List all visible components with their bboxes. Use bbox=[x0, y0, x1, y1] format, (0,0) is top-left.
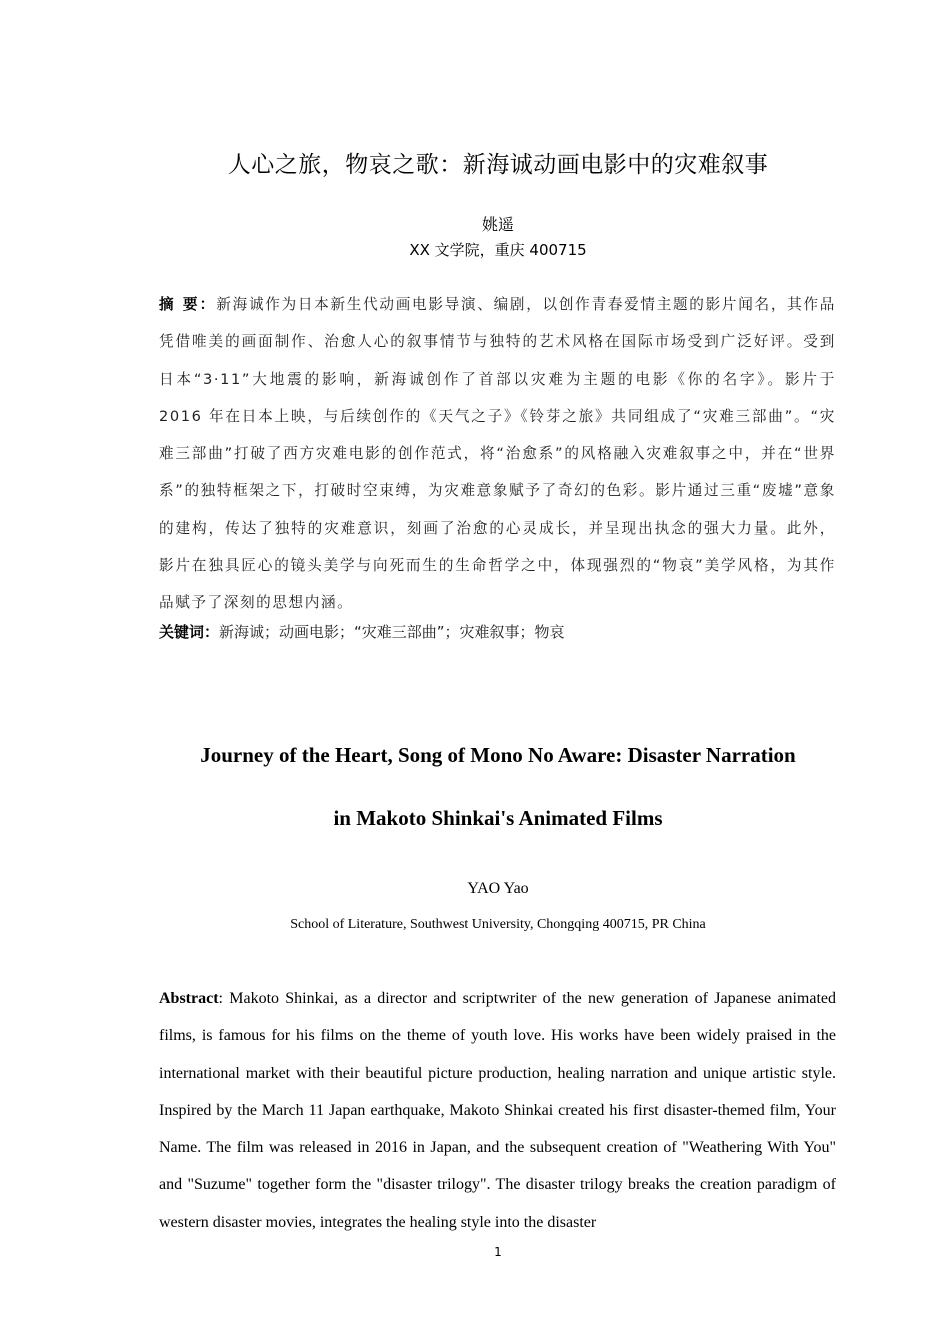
chinese-abstract-label: 摘 要： bbox=[159, 296, 217, 313]
chinese-keywords-text: 新海诚；动画电影；“灾难三部曲”；灾难叙事；物哀 bbox=[219, 623, 565, 641]
english-author: YAO Yao bbox=[467, 880, 529, 897]
english-abstract bbox=[159, 980, 836, 1241]
english-title-line-2: in Makoto Shinkai's Animated Films bbox=[333, 806, 663, 830]
chinese-keywords bbox=[159, 619, 836, 645]
chinese-title: 人心之旅，物哀之歌：新海诚动画电影中的灾难叙事 bbox=[227, 152, 769, 178]
page-number: 1 bbox=[494, 1245, 502, 1259]
english-affiliation: School of Literature, Southwest University, Chongqing 400715, PR China bbox=[290, 917, 706, 932]
english-title-line-1: Journey of the Heart, Song of Mono No Aware: Disaster Narration bbox=[200, 743, 796, 767]
english-abstract-label: Abstract bbox=[159, 990, 219, 1007]
english-abstract-text: : Makoto Shinkai, as a director and scriptwriter of the new generation of Japanese animated films, is famous for his films on the theme of youth love. His works have been widely praised in the international market with their beautiful picture production, healing narration and unique artistic style. Inspired by the March 11 Japan earthquake, Makoto Shinkai created his first disaster-themed film, Your Name. The film was released in 2016 in Japan, and the subsequent creation of "Weathering With You" and "Suzume" together form the "disaster trilogy". The disaster trilogy breaks the creation paradigm of western disaster movies, integrates the healing style into the disaster bbox=[159, 990, 836, 1231]
chinese-affiliation: XX 文学院，重庆 400715 bbox=[409, 241, 587, 259]
chinese-keywords-label: 关键词： bbox=[159, 623, 220, 641]
chinese-author: 姚遥 bbox=[481, 215, 514, 234]
chinese-abstract-text: 新海诚作为日本新生代动画电影导演、编剧，以创作青春爱情主题的影片闻名，其作品凭借唯美的画面制作、治愈人心的叙事情节与独特的艺术风格在国际市场受到广泛好评。受到日本“3·11”大地震的影响，新海诚创作了首部以灾难为主题的电影《你的名字》。影片于 2016 年在日本上映，与后续创作的《天气之子》《铃芽之旅》共同组成了“灾难三部曲”。“灾难三部曲”打破了西方灾难电影的创作范式，将“治愈系”的风格融入灾难叙事之中，并在“世界系”的独特框架之下，打破时空束缚，为灾难意象赋予了奇幻的色彩。影片通过三重“废墟”意象的建构，传达了独特的灾难意识，刻画了治愈的心灵成长，并呈现出执念的强大力量。此外，影片在独具匠心的镜头美学与向死而生的生命哲学之中，体现强烈的“物哀”美学风格，为其作品赋予了深刻的思想内涵。 bbox=[159, 296, 836, 612]
chinese-abstract bbox=[159, 286, 836, 622]
english-title bbox=[0, 724, 950, 850]
